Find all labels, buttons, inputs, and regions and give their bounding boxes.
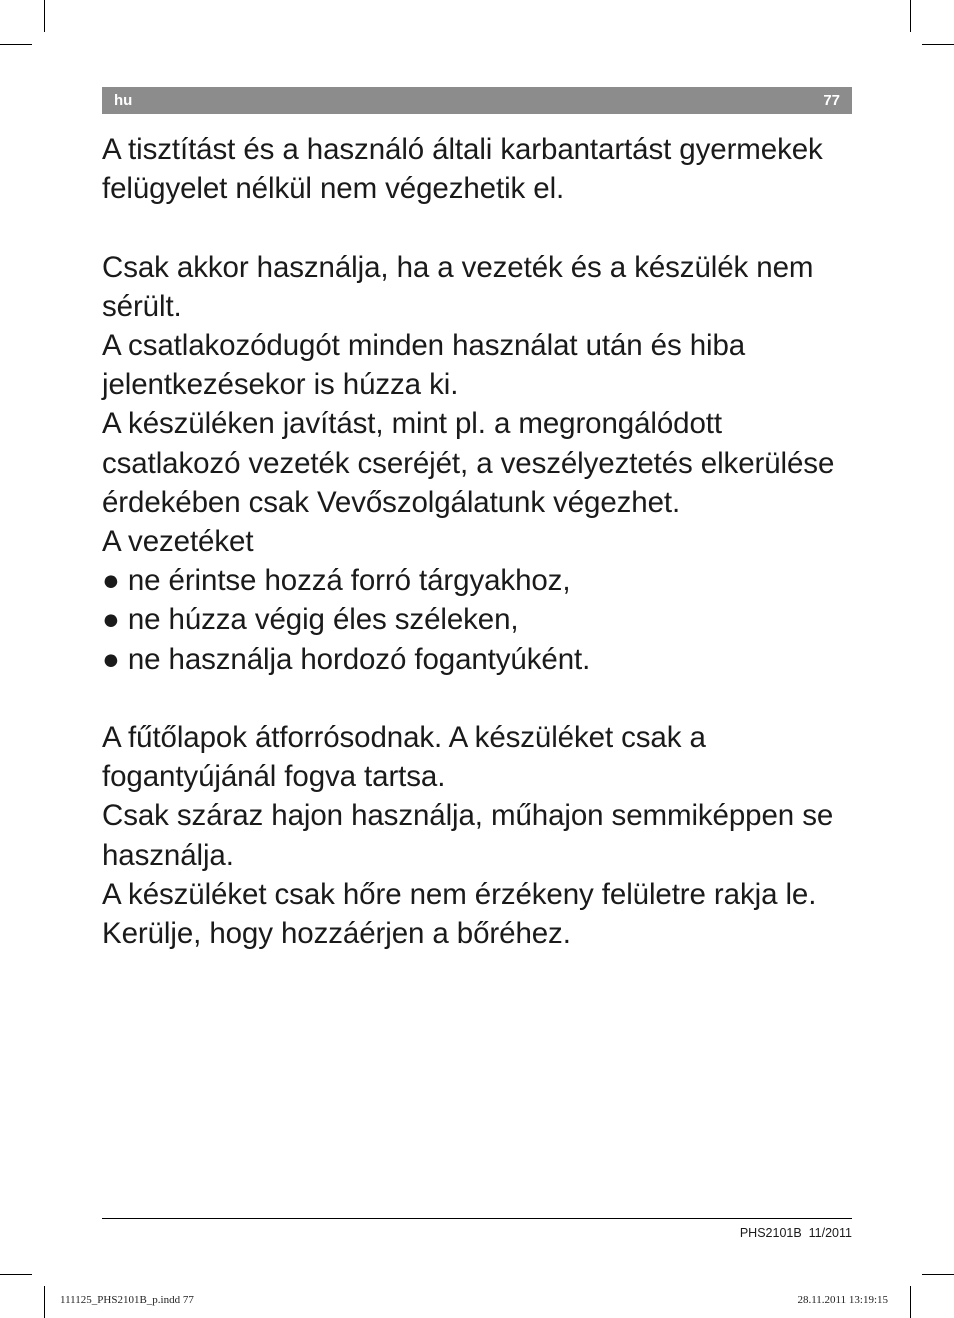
footer-rule bbox=[102, 1218, 852, 1219]
paragraph: A készüléken javítást, mint pl. a megrongálódott csatlakozó vezeték cseréjét, a veszélyeztetés elkerülése érdekében csak Vevőszolgálatunk végezhet. bbox=[102, 407, 835, 519]
slug-file: 111125_PHS2101B_p.indd 77 bbox=[60, 1294, 194, 1306]
paragraph: A vezetéket bbox=[102, 525, 254, 559]
bullet-item: ● ne érintse hozzá forró tárgyakhoz, bbox=[102, 564, 571, 598]
paragraph: A tisztítást és a használó általi karbantartást gyermekek felügyelet nélkül nem végezhetik el. bbox=[102, 133, 823, 206]
crop-mark-bottom-left-h bbox=[0, 1274, 32, 1275]
paragraph-spacer bbox=[102, 679, 862, 718]
crop-mark-top-right-h bbox=[922, 44, 954, 45]
paragraph: Csak száraz hajon használja, műhajon semmiképpen se használja. bbox=[102, 799, 834, 872]
bullet-item: ● ne használja hordozó fogantyúként. bbox=[102, 642, 591, 676]
page-body bbox=[102, 130, 862, 953]
paragraph: Kerülje, hogy hozzáérjen a bőréhez. bbox=[102, 917, 571, 951]
paragraph: A készüléket csak hőre nem érzékeny felületre rakja le. bbox=[102, 877, 817, 911]
footer-meta bbox=[740, 1226, 852, 1240]
paragraph: A fűtőlapok átforrósodnak. A készüléket csak a fogantyújánál fogva tartsa. bbox=[102, 721, 706, 794]
crop-mark-bottom-left-v bbox=[44, 1286, 45, 1318]
crop-mark-top-left-h bbox=[0, 44, 32, 45]
bullet-item: ● ne húzza végig éles széleken, bbox=[102, 603, 519, 637]
paragraph: Csak akkor használja, ha a vezeték és a készülék nem sérült. bbox=[102, 250, 814, 323]
edition-date: 11/2011 bbox=[808, 1226, 852, 1240]
crop-mark-top-left-v bbox=[44, 0, 45, 32]
language-code: hu bbox=[114, 92, 133, 109]
page-number: 77 bbox=[823, 92, 840, 109]
page-header-bar bbox=[102, 87, 852, 114]
paragraph: A csatlakozódugót minden használat után és hiba jelentkezésekor is húzza ki. bbox=[102, 329, 746, 402]
slug-timestamp: 28.11.2011 13:19:15 bbox=[797, 1294, 888, 1306]
crop-mark-top-right-v bbox=[910, 0, 911, 32]
paragraph-spacer bbox=[102, 208, 862, 247]
crop-mark-bottom-right-h bbox=[922, 1274, 954, 1275]
model-number: PHS2101B bbox=[739, 1226, 802, 1240]
crop-mark-bottom-right-v bbox=[910, 1286, 911, 1318]
